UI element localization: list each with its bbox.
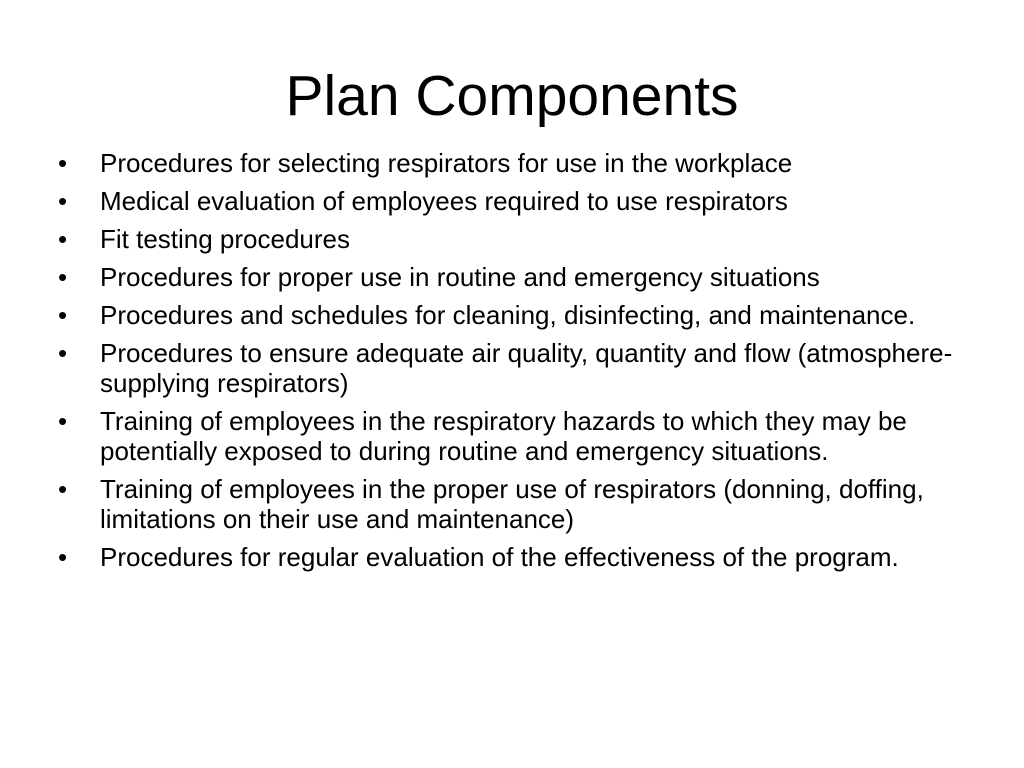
bullet-item-proper-use [58,262,988,292]
bullet-icon: • [58,224,68,254]
bullet-text: Training of employees in the respiratory hazards to which they may be potentially exposed to during routine and emergency situations. [100,406,907,466]
slide-title: Plan Components [285,64,739,128]
bullet-item-selecting-respirators [58,148,988,178]
bullet-item-hazard-training [58,406,988,466]
bullet-text: Procedures for proper use in routine and emergency situations [100,262,820,292]
bullet-text: Fit testing procedures [100,224,351,254]
bullet-text: Training of employees in the proper use of respirators (donning, doffing, limitations on their use and maintenance) [100,474,924,534]
bullet-list [58,148,988,580]
bullet-icon: • [58,338,68,368]
bullet-icon: • [58,406,68,436]
bullet-item-air-quality [58,338,988,398]
bullet-icon: • [58,186,68,216]
bullet-item-medical-evaluation [58,186,988,216]
bullet-item-cleaning-maintenance [58,300,988,330]
bullet-text: Procedures for regular evaluation of the effectiveness of the program. [100,542,899,572]
bullet-icon: • [58,262,68,292]
bullet-item-use-training [58,474,988,534]
bullet-item-program-evaluation [58,542,988,572]
bullet-icon: • [58,474,68,504]
bullet-icon: • [58,300,68,330]
bullet-text: Medical evaluation of employees required to use respirators [100,186,788,216]
bullet-icon: • [58,542,68,572]
bullet-text: Procedures to ensure adequate air quality, quantity and flow (atmosphere-supplying respirators) [100,338,953,398]
bullet-text: Procedures for selecting respirators for use in the workplace [100,148,793,178]
bullet-text: Procedures and schedules for cleaning, disinfecting, and maintenance. [100,300,916,330]
bullet-icon: • [58,148,68,178]
bullet-item-fit-testing [58,224,988,254]
